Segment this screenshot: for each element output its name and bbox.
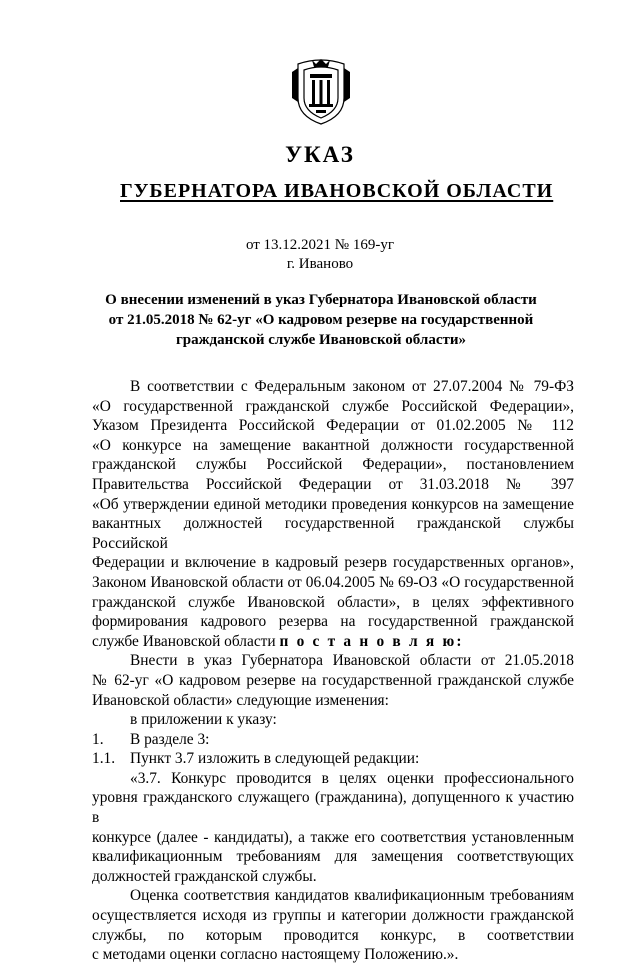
text-fragment: службе Ивановской области (92, 632, 276, 650)
item-text: Пункт 3.7 изложить в следующей редакции: (130, 750, 420, 768)
appendix-line: в приложении к указу: (130, 711, 277, 729)
text-line: В соответствии с Федеральным законом от 27.07.2004 № 79-ФЗ (130, 378, 574, 395)
text-line: гражданской службы Российской Федерации», постановлением (92, 456, 574, 474)
date-number: от 13.12.2021 № 169-уг (245, 237, 395, 253)
subject-line: О внесении изменений в указ Губернатора Ивановской области (105, 292, 537, 308)
document-body (92, 377, 574, 965)
text-line: Внести в указ Губернатора Ивановской области от 21.05.2018 (130, 652, 574, 670)
subject-line: от 21.05.2018 № 62-уг «О кадровом резерве на государственной (108, 312, 534, 328)
preamble-paragraph (92, 377, 574, 651)
text-line: «Об утверждении единой методики проведения конкурсов на замещение (92, 495, 574, 513)
text-line: «О конкурсе на замещение вакантной должности государственной (92, 436, 574, 454)
item-1-1 (66, 749, 574, 769)
text-line: Указом Президента Российской Федерации от 01.02.2005 № 112 (92, 417, 574, 435)
text-line: «О государственной гражданской службе Российской Федерации», (92, 397, 574, 415)
text-line: уровня гражданского служащего (гражданина), допущенного к участию в (92, 789, 574, 827)
decree-word: п о с т а н о в л я ю: (279, 632, 464, 650)
text-line: № 62-уг «О кадровом резерве на государственной гражданской службе (92, 671, 574, 689)
text-line: Федерации и включение в кадровый резерв государственных органов», (92, 554, 574, 572)
text-line: с методами оценки согласно настоящему Положению.». (92, 946, 459, 964)
text-line: гражданской службе Ивановской области», в целях эффективного (92, 593, 574, 611)
item-text: В разделе 3: (130, 730, 210, 748)
text-line: формирования кадрового резерва на государственной гражданской (92, 613, 574, 631)
item-1 (66, 730, 574, 750)
quoted-paragraph (92, 769, 574, 887)
issuer-title: ГУБЕРНАТОРА ИВАНОВСКОЙ ОБЛАСТИ (120, 180, 554, 202)
subject-line: гражданской службе Ивановской области» (175, 332, 467, 348)
text-line: квалификационным требованиям для замещения соответствующих (92, 848, 574, 866)
decree-subject (90, 290, 552, 350)
quoted-paragraph-2 (92, 886, 574, 964)
text-line: Ивановской области» следующие изменения: (92, 691, 389, 709)
document-type-title: УКАЗ (285, 142, 355, 167)
coat-of-arms-icon (290, 58, 352, 126)
item-number: 1.1. (92, 750, 116, 768)
resolution-paragraph (92, 651, 574, 710)
text-line: службы, по которым проводится конкурс, в соответствии (92, 926, 574, 944)
text-line: Правительства Российской Федерации от 31.03.2018 № 397 (92, 475, 574, 493)
text-line: осуществляется исходя из группы и категории должности гражданской (92, 907, 574, 925)
text-line: вакантных должностей государственной гражданской службы Российской (92, 515, 574, 552)
text-line: должностей гражданской службы. (92, 867, 317, 885)
city: г. Иваново (286, 256, 354, 272)
text-line: Законом Ивановской области от 06.04.2005 № 69-ОЗ «О государственной (92, 573, 574, 591)
item-number: 1. (92, 730, 104, 748)
text-line (92, 632, 574, 652)
text-line: «3.7. Конкурс проводится в целях оценки профессионального (130, 769, 574, 787)
text-line: Оценка соответствия кандидатов квалификационным требованиям (130, 887, 574, 905)
text-line: конкурсе (далее - кандидаты), а также его соответствия установленным (92, 828, 574, 846)
